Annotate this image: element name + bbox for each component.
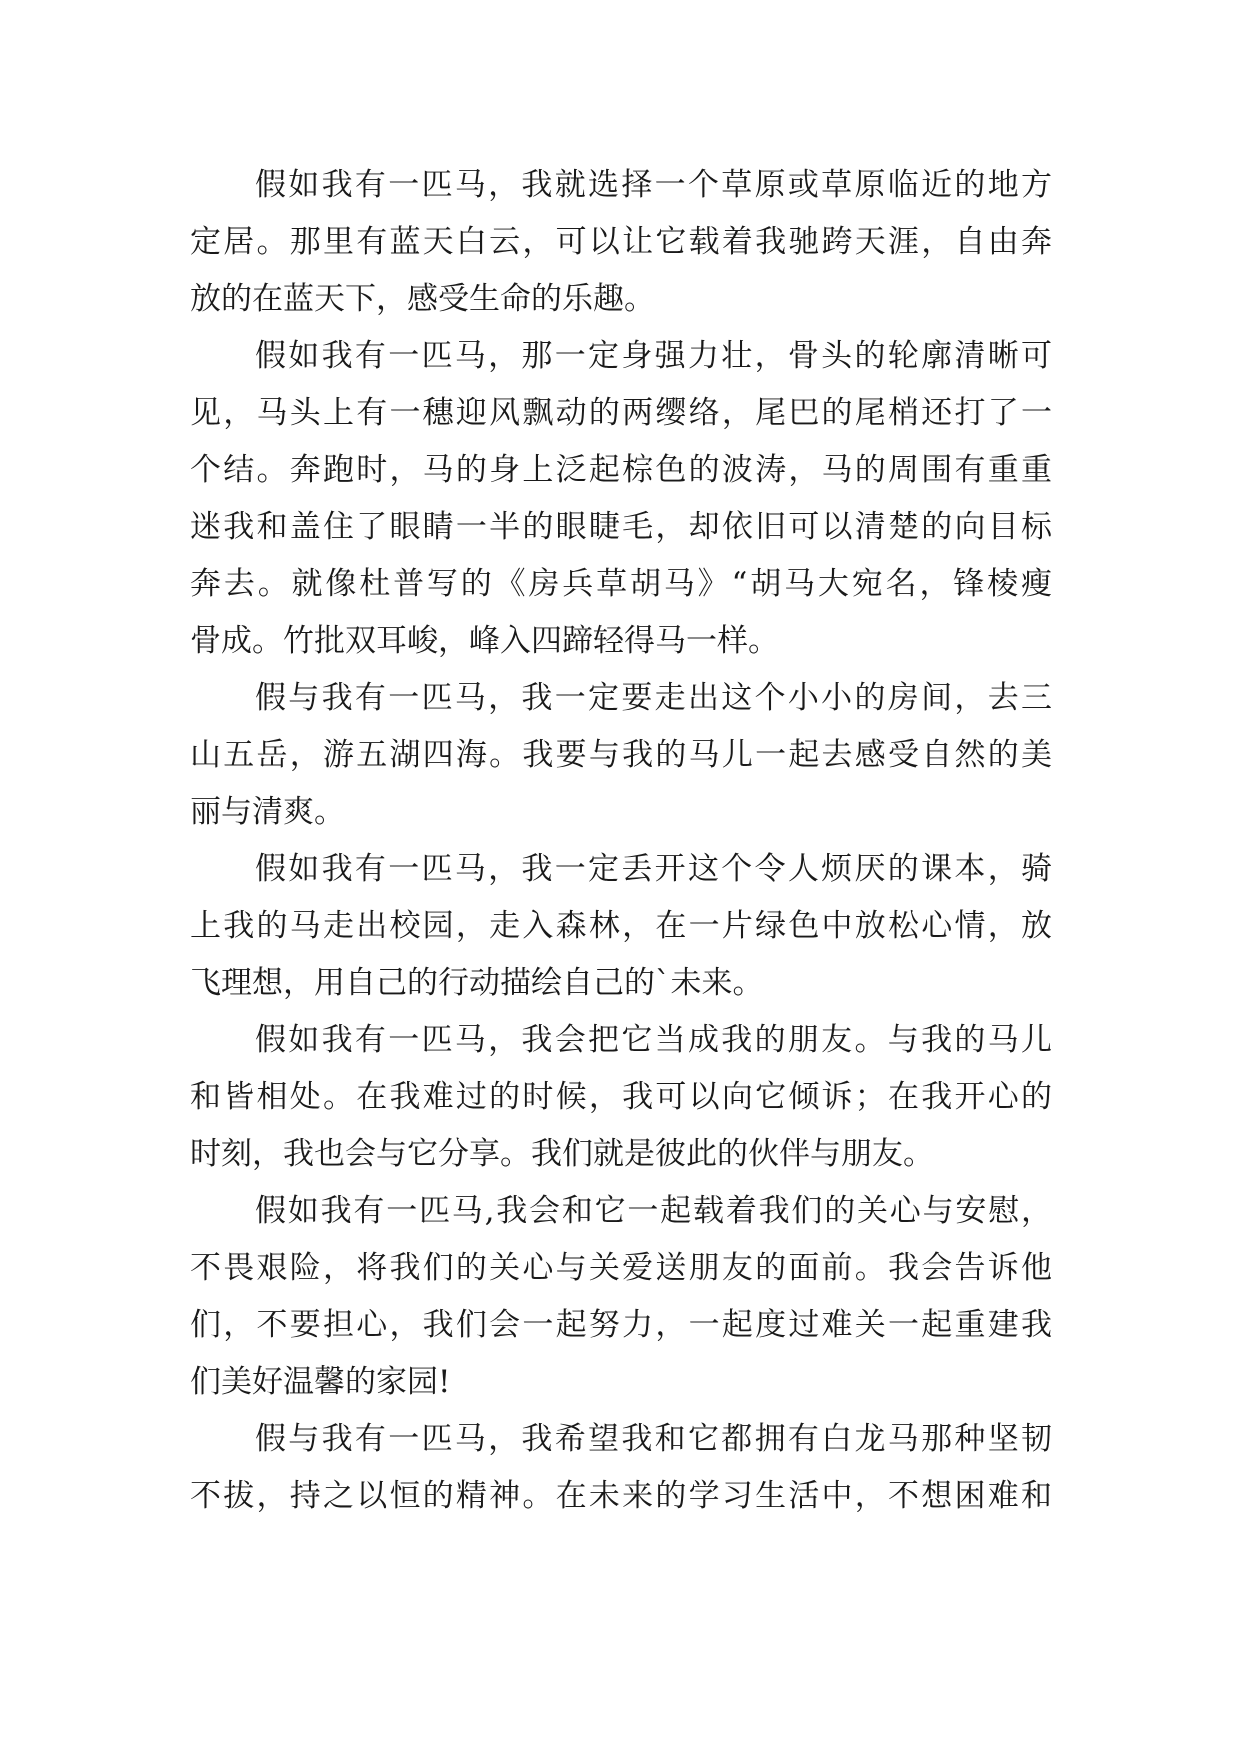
text-line: 假与我有一匹马，我希望我和它都拥有白龙马那种坚韧	[255, 1421, 1052, 1457]
paragraph-4	[190, 841, 1052, 1012]
text-line: 山五岳，游五湖四海。我要与我的马儿一起去感受自然的美	[190, 737, 1052, 773]
text-line: 假如我有一匹马，我一定丢开这个令人烦厌的课本，骑	[255, 851, 1052, 887]
paragraph-3	[190, 670, 1052, 841]
text-line: 定居。那里有蓝天白云，可以让它载着我驰跨天涯，自由奔	[190, 224, 1052, 260]
text-line: 假如我有一匹马,我会和它一起载着我们的关心与安慰，	[255, 1193, 1052, 1229]
text-line: 见，马头上有一穗迎风飘动的两缨络，尾巴的尾梢还打了一	[190, 395, 1052, 431]
text-line: 假与我有一匹马，我一定要走出这个小小的房间，去三	[255, 680, 1052, 716]
text-line: 们，不要担心，我们会一起努力，一起度过难关一起重建我	[190, 1307, 1052, 1343]
text-line: 和皆相处。在我难过的时候，我可以向它倾诉；在我开心的	[190, 1079, 1052, 1115]
paragraph-5	[190, 1012, 1052, 1183]
paragraph-7	[190, 1411, 1052, 1525]
text-line: 假如我有一匹马，我会把它当成我的朋友。与我的马儿	[255, 1022, 1052, 1058]
text-line: 奔去。就像杜普写的《房兵草胡马》“胡马大宛名，锋棱瘦	[190, 566, 1052, 602]
paragraph-6	[190, 1183, 1052, 1411]
text-line: 飞理想，用自己的行动描绘自己的`未来。	[190, 965, 764, 1001]
text-line: 个结。奔跑时，马的身上泛起棕色的波涛，马的周围有重重	[190, 452, 1052, 488]
paragraph-2	[190, 328, 1052, 670]
text-line: 时刻，我也会与它分享。我们就是彼此的伙伴与朋友。	[190, 1136, 934, 1172]
text-line: 们美好温馨的家园!	[190, 1364, 451, 1400]
text-line: 丽与清爽。	[190, 794, 345, 830]
text-line: 上我的马走出校园，走入森林，在一片绿色中放松心情，放	[190, 908, 1052, 944]
text-line: 迷我和盖住了眼睛一半的眼睫毛，却依旧可以清楚的向目标	[190, 509, 1052, 545]
text-line: 不畏艰险，将我们的关心与关爱送朋友的面前。我会告诉他	[190, 1250, 1052, 1286]
text-line: 放的在蓝天下，感受生命的乐趣。	[190, 281, 655, 317]
text-line: 骨成。竹批双耳峻，峰入四蹄轻得马一样。	[190, 623, 779, 659]
text-line: 不拔，持之以恒的精神。在未来的学习生活中，不想困难和	[190, 1478, 1052, 1514]
text-line: 假如我有一匹马，我就选择一个草原或草原临近的地方	[255, 167, 1052, 203]
document-body	[190, 157, 1052, 1525]
paragraph-1	[190, 157, 1052, 328]
text-line: 假如我有一匹马，那一定身强力壮，骨头的轮廓清晰可	[255, 338, 1052, 374]
